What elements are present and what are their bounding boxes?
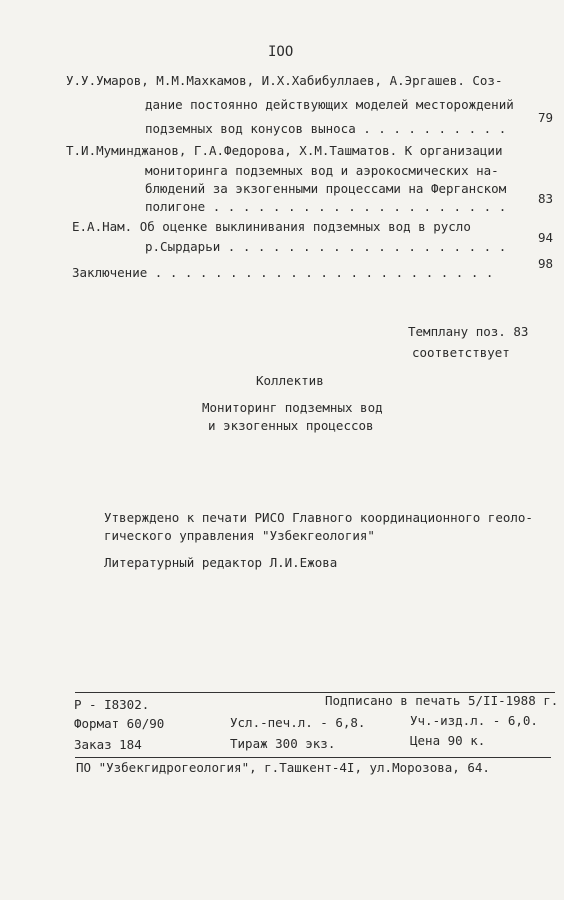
imprint-print-run: Тираж 300 экз.	[230, 736, 336, 751]
toc-entry-2-line-3: блюдений за экзогенными процессами на Ферганском	[145, 181, 507, 196]
toc-entry-2-line-2: мониторинга подземных вод и аэрокосмических на-	[145, 163, 499, 178]
imprint-bottom-rule	[75, 757, 551, 758]
toc-entry-1-line-3: подземных вод конусов выноса . . . . . . . . . .	[145, 121, 507, 136]
imprint-order: Заказ 184	[74, 737, 142, 752]
approval-line-2: гического управления "Узбекгеология"	[104, 528, 375, 543]
imprint-usl-pech: Усл.-печ.л. - 6,8.	[230, 715, 366, 730]
toc-entry-1-line-2: дание постоянно действующих моделей месторождений	[145, 97, 514, 112]
collective-label: Коллектив	[256, 373, 324, 388]
literary-editor: Литературный редактор Л.И.Ежова	[104, 555, 338, 570]
toc-entry-4-page: 98	[538, 256, 554, 271]
toc-entry-2-line-1: Т.И.Муминджанов, Г.А.Федорова, Х.М.Ташматов. К организации	[66, 143, 503, 158]
approval-line-1: Утверждено к печати РИСО Главного координационного геоло-	[104, 510, 533, 525]
imprint-price: Цена 90 к.	[410, 733, 486, 748]
templan-note-line-1: Темплану поз. 83	[408, 324, 529, 339]
imprint-format: Формат 60/90	[74, 716, 165, 731]
toc-entry-2-line-4: полигоне . . . . . . . . . . . . . . . . . . . .	[145, 199, 507, 214]
imprint-p-number: Р - I8302.	[74, 697, 150, 712]
page-number: IOO	[268, 44, 294, 60]
toc-entry-3-line-2: р.Сырдарьи . . . . . . . . . . . . . . . . . . .	[145, 239, 507, 254]
imprint-signed: Подписано в печать 5/II-1988 г.	[325, 693, 559, 708]
toc-entry-1-page: 79	[538, 110, 554, 125]
toc-entry-3-page: 94	[538, 230, 554, 245]
book-title-line-1: Мониторинг подземных вод	[202, 400, 383, 415]
imprint-publisher: ПО "Узбекгидрогеология", г.Ташкент-4I, ул.Морозова, 64.	[76, 760, 490, 775]
toc-entry-1-line-1: У.У.Умаров, М.М.Махкамов, И.Х.Хабибуллаев, А.Эргашев. Соз-	[66, 73, 503, 88]
toc-entry-3-line-1: Е.А.Нам. Об оценке выклинивания подземных вод в русло	[72, 219, 471, 234]
book-title-line-2: и экзогенных процессов	[208, 418, 374, 433]
toc-entry-2-page: 83	[538, 191, 554, 206]
templan-note-line-2: соответствует	[412, 345, 510, 360]
toc-entry-4-line-1: Заключение . . . . . . . . . . . . . . . . . . . . . . .	[72, 265, 494, 280]
imprint-uch-izd: Уч.-изд.л. - 6,0.	[410, 713, 538, 728]
